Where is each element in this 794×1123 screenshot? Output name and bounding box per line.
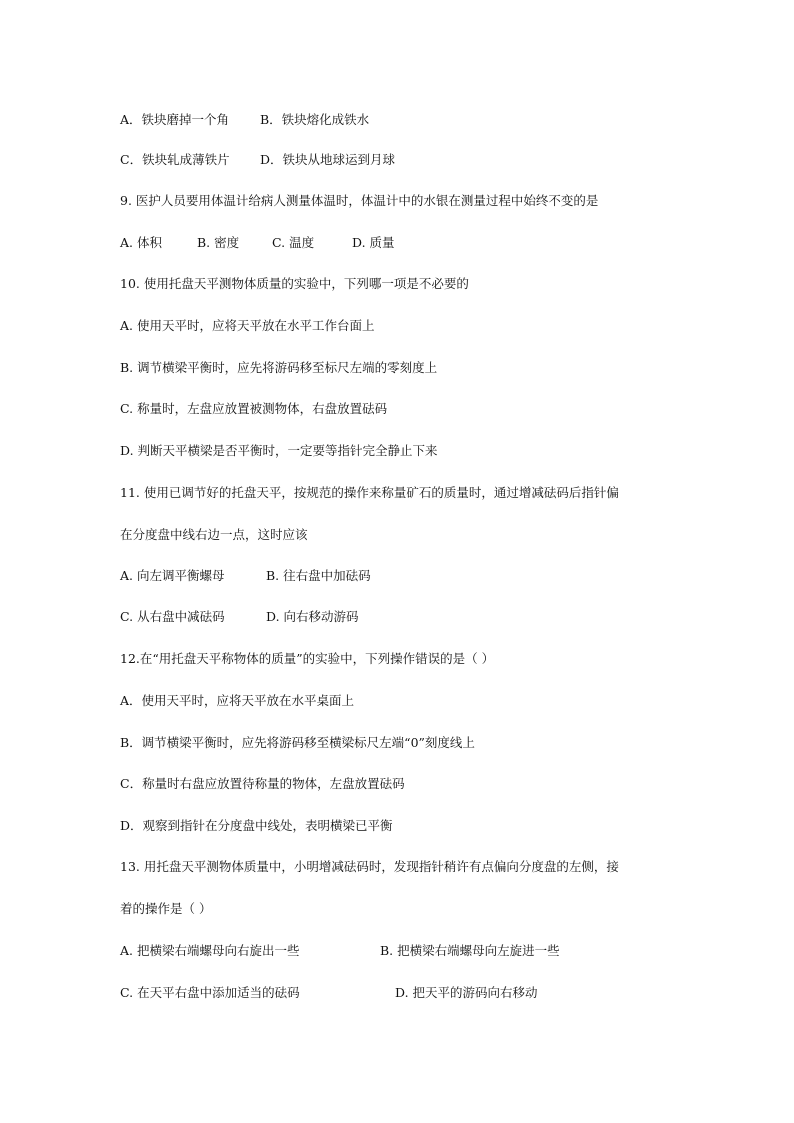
q9-option-c: C. 温度	[272, 235, 315, 250]
q9-option-d: D. 质量	[352, 235, 395, 250]
q12-option-c: C．称量时右盘应放置待称量的物体，左盘放置砝码	[120, 776, 405, 791]
q11-options-row-1	[120, 568, 371, 584]
q8-option-a: A．铁块磨掉一个角	[120, 112, 230, 127]
q13-options-row-2	[120, 985, 538, 1001]
q8-options-row-1	[120, 112, 370, 128]
q13-option-c: C. 在天平右盘中添加适当的砝码	[120, 985, 300, 1000]
q13-option-d: D. 把天平的游码向右移动	[395, 985, 538, 1000]
q10-option-b: B. 调节横梁平衡时，应先将游码移至标尺左端的零刻度上	[120, 360, 438, 375]
q11-stem-line-2: 在分度盘中线右边一点，这时应该	[120, 527, 308, 542]
q10-option-d: D. 判断天平横梁是否平衡时，一定要等指针完全静止下来	[120, 443, 438, 458]
q11-option-b: B. 往右盘中加砝码	[266, 568, 371, 583]
q10-option-a: A. 使用天平时，应将天平放在水平工作台面上	[120, 318, 375, 333]
q8-option-c: C．铁块轧成薄铁片	[120, 152, 230, 167]
q13-option-b: B. 把横梁右端螺母向左旋进一些	[380, 943, 560, 958]
q9-option-b: B. 密度	[197, 235, 240, 250]
q9-stem: 9. 医护人员要用体温计给病人测量体温时，体温计中的水银在测量过程中始终不变的是	[120, 193, 599, 208]
q12-option-b: B．调节横梁平衡时，应先将游码移至横梁标尺左端“0”刻度线上	[120, 735, 475, 750]
q13-option-a: A. 把横梁右端螺母向右旋出一些	[120, 943, 300, 958]
q12-option-d: D．观察到指针在分度盘中线处，表明横梁已平衡	[120, 818, 393, 833]
q11-option-d: D. 向右移动游码	[266, 609, 359, 624]
q8-option-d: D．铁块从地球运到月球	[260, 152, 396, 167]
q13-stem-line-1: 13. 用托盘天平测物体质量中，小明增减砝码时，发现指针稍许有点偏向分度盘的左侧，接	[120, 859, 619, 874]
q11-options-row-2	[120, 609, 359, 625]
q13-options-row-1	[120, 943, 560, 959]
q8-option-b: B．铁块熔化成铁水	[260, 112, 370, 127]
q12-stem: 12.在“用托盘天平称物体的质量”的实验中，下列操作错误的是（ ）	[120, 651, 495, 666]
q12-option-a: A．使用天平时，应将天平放在水平桌面上	[120, 693, 355, 708]
q10-stem: 10. 使用托盘天平测物体质量的实验中，下列哪一项是不必要的	[120, 276, 469, 291]
q10-option-c: C. 称量时，左盘应放置被测物体，右盘放置砝码	[120, 401, 388, 416]
q9-options-row	[120, 235, 395, 251]
q11-option-c: C. 从右盘中减砝码	[120, 609, 225, 624]
q8-options-row-2	[120, 152, 396, 168]
q13-stem-line-2: 着的操作是（ ）	[120, 901, 212, 916]
q9-option-a: A. 体积	[120, 235, 162, 250]
q11-stem-line-1: 11. 使用已调节好的托盘天平，按规范的操作来称量矿石的质量时，通过增减砝码后指针偏	[120, 485, 619, 500]
q11-option-a: A. 向左调平衡螺母	[120, 568, 225, 583]
